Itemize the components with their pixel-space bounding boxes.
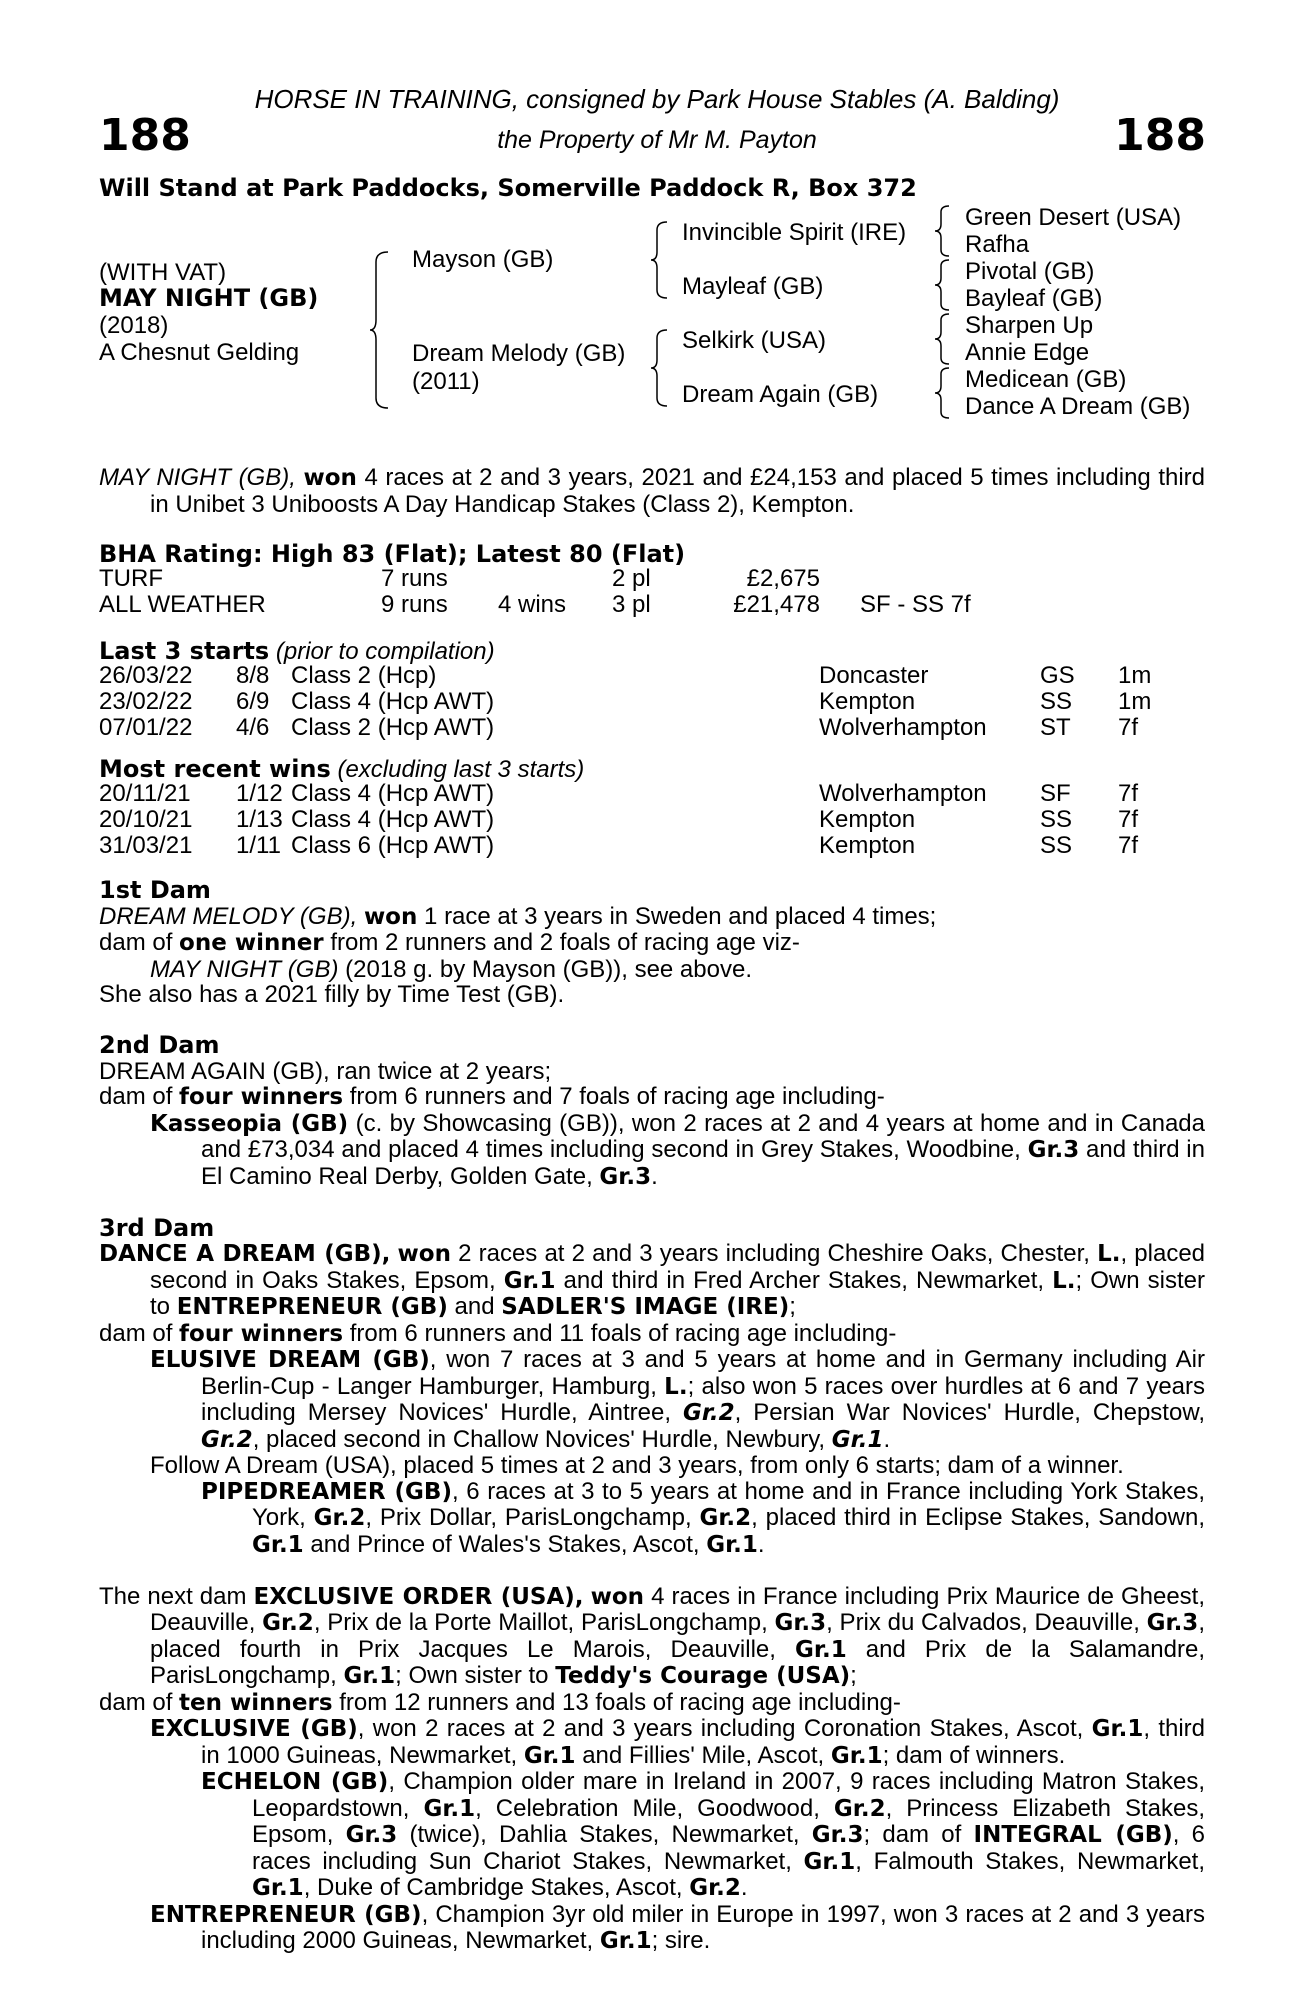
pedigree-g6: Annie Edge (965, 339, 1090, 366)
recent-going: SS (1040, 832, 1073, 859)
recent-pos: 1/13 (236, 806, 283, 833)
pedigree-g5: Sharpen Up (965, 312, 1094, 339)
pedigree-brace-main (370, 250, 390, 410)
exclusive-entry: EXCLUSIVE (GB), won 2 races at 2 and 3 years including Coronation Stakes, Ascot, Gr.1, third in 1000 Guineas, Newmarket, Gr.1 and Fillies' Mile, Ascot, Gr.1; dam of winners. (150, 1715, 1206, 1769)
pedigree-g4: Bayleaf (GB) (965, 285, 1103, 312)
last3-date: 23/02/22 (99, 688, 193, 715)
last3-going: SS (1040, 688, 1073, 715)
dam1-yearling: She also has a 2021 filly by Time Test (GB). (99, 981, 565, 1008)
pedigree-sire-sire: Invincible Spirit (IRE) (682, 219, 907, 246)
recent-date: 20/11/21 (99, 780, 191, 807)
rating-placed: 3 pl (612, 591, 651, 618)
last3-dist: 7f (1118, 714, 1139, 741)
recent-pos: 1/12 (236, 780, 283, 807)
dam3-name: DANCE A DREAM (GB), (99, 1241, 391, 1267)
recent-date: 20/10/21 (99, 806, 193, 833)
last3-course: Wolverhampton (819, 714, 987, 741)
rating-money: £2,675 (746, 565, 820, 592)
pedigree-dam-dam: Dream Again (GB) (682, 381, 879, 408)
dam1-damof: dam of (99, 929, 173, 956)
rating-surface: TURF (99, 565, 163, 592)
recent-race: Class 4 (Hcp AWT) (291, 780, 495, 807)
consignor-line: HORSE IN TRAINING, consigned by Park House Stables (A. Balding) (254, 84, 1060, 114)
follow-a-dream-entry: Follow A Dream (USA), placed 5 times at 2 and 3 years, from only 6 starts; dam of a winner. (150, 1452, 1124, 1479)
stand-location: Will Stand at Park Paddocks, Somerville Paddock R, Box 372 (99, 174, 917, 202)
last3-going: ST (1040, 714, 1071, 741)
last3-date: 07/01/22 (99, 714, 193, 741)
recent-note: (excluding last 3 starts) (337, 756, 585, 783)
last3-dist: 1m (1118, 662, 1152, 689)
dam2-damof: dam of (99, 1083, 173, 1110)
recent-dist: 7f (1118, 832, 1139, 859)
last3-course: Doncaster (819, 662, 929, 689)
rating-runs: 7 runs (381, 565, 448, 592)
kasseopia-name: Kasseopia (GB) (150, 1110, 349, 1137)
pedigree-sire: Mayson (GB) (412, 246, 554, 273)
recent-course: Kempton (819, 806, 916, 833)
recent-dist: 7f (1118, 780, 1139, 807)
last3-pos: 6/9 (236, 688, 270, 715)
last3-race: Class 2 (Hcp) (291, 662, 437, 689)
vat-note: (WITH VAT) (99, 259, 227, 286)
last3-race: Class 4 (Hcp AWT) (291, 688, 495, 715)
rating-placed: 2 pl (612, 565, 651, 592)
dam2-winners: four winners (179, 1084, 344, 1110)
pedigree-brace-g1 (935, 204, 951, 258)
last3-pos: 4/6 (236, 714, 270, 741)
owner-line: the Property of Mr M. Payton (497, 126, 817, 154)
recent-going: SS (1040, 806, 1073, 833)
pedigree-g1: Green Desert (USA) (965, 204, 1182, 231)
pedigree-dam: Dream Melody (GB) (412, 340, 626, 367)
last3-note: (prior to compilation) (275, 638, 495, 665)
pedigree-brace-g4 (935, 366, 951, 420)
horse-name: MAY NIGHT (GB) (99, 284, 319, 312)
pedigree-dam-sire: Selkirk (USA) (682, 327, 827, 354)
pedigree-brace-g2 (935, 258, 951, 312)
recent-date: 31/03/21 (99, 832, 193, 859)
rating-money: £21,478 (733, 591, 820, 618)
horse-year: (2018) (99, 312, 169, 339)
summary-won: won (303, 465, 357, 491)
dam3-heading: 3rd Dam (99, 1213, 215, 1242)
pedigree-g2: Rafha (965, 231, 1030, 258)
elusive-dream-entry: ELUSIVE DREAM (GB), won 7 races at 3 and 5 years at home and in Germany including Air Berlin-Cup - Langer Hamburger, Hamburg, L.; also won 5 races over hurdles at 6 and 7 years including Mersey Novices' Hurdle, Aintree, Gr.2, Persian War Novices' Hurdle, Chepstow, Gr.2, placed second in Challow Novices' Hurdle, Newbury, Gr.1. (150, 1346, 1206, 1453)
next-dam-record: The next dam EXCLUSIVE ORDER (USA), won 4 races in France including Prix Maurice de Gheest, Deauville, Gr.2, Prix de la Porte Maillot, ParisLongchamp, Gr.3, Prix du Calvados, Deauville, Gr.3, placed fourth in Prix Jacques Le Marois, Deauville, Gr.1 and Prix de la Salamandre, ParisLongchamp, Gr.1; Own sister to Teddy's Courage (USA); (99, 1582, 1205, 1689)
echelon-entry: ECHELON (GB), Champion older mare in Ireland in 2007, 9 races including Matron Stakes, Leopardstown, Gr.1, Celebration Mile, Goodwood, Gr.2, Princess Elizabeth Stakes, Epsom, Gr.3 (twice), Dahlia Stakes, Newmarket, Gr.3; dam of INTEGRAL (GB), 6 races including Sun Chariot Stakes, Newmarket, Gr.1, Falmouth Stakes, Newmarket, Gr.1, Duke of Cambridge Stakes, Ascot, Gr.2. (201, 1768, 1206, 1901)
recent-dist: 7f (1118, 806, 1139, 833)
last3-race: Class 2 (Hcp AWT) (291, 714, 495, 741)
rating-runs: 9 runs (381, 591, 448, 618)
recent-race: Class 6 (Hcp AWT) (291, 832, 495, 859)
dam1-won: won (363, 903, 418, 930)
dam1-foals: from 2 runners and 2 foals of racing age viz- (330, 929, 800, 956)
bha-rating-title: BHA Rating: High 83 (Flat); Latest 80 (Flat) (99, 540, 686, 568)
last3-title: Last 3 starts (99, 637, 270, 665)
dam1-heading: 1st Dam (99, 876, 211, 904)
dam1-winners: one winner (179, 930, 324, 956)
pedigree-sire-dam: Mayleaf (GB) (682, 273, 824, 300)
last3-date: 26/03/22 (99, 662, 193, 689)
pedigree-g7: Medicean (GB) (965, 366, 1127, 393)
recent-pos: 1/11 (236, 832, 281, 859)
entrepreneur-entry: ENTREPRENEUR (GB), Champion 3yr old miler in Europe in 1997, won 3 races at 2 and 3 years including 2000 Guineas, Newmarket, Gr.1; sire. (150, 1900, 1205, 1954)
rating-wins: 4 wins (498, 591, 567, 618)
dam3-record: DANCE A DREAM (GB), won 2 races at 2 and 3 years including Cheshire Oaks, Chester, L., placed second in Oaks Stakes, Epsom, Gr.1 and third in Fred Archer Stakes, Newmarket, L.; Own sister to ENTREPRENEUR (GB) and SADLER'S IMAGE (IRE); (99, 1240, 1206, 1320)
recent-going: SF (1040, 780, 1071, 807)
dam1-name: DREAM MELODY (GB), (99, 902, 358, 930)
dam2-produce: Kasseopia (GB) (c. by Showcasing (GB)), won 2 races at 2 and 4 years at home and in Canada and £73,034 and placed 4 times including second in Grey Stakes, Woodbine, Gr.3 and third in El Camino Real Derby, Golden Gate, Gr.3. (150, 1109, 1206, 1190)
pedigree-g8: Dance A Dream (GB) (965, 393, 1191, 420)
pipedreamer-entry: PIPEDREAMER (GB), 6 races at 3 to 5 years at home and in France including York Stakes, York, Gr.2, Prix Dollar, ParisLongchamp, Gr.2, placed third in Eclipse Stakes, Sandown, Gr.1 and Prince of Wales's Stakes, Ascot, Gr.1. (201, 1477, 1206, 1558)
last3-pos: 8/8 (236, 662, 270, 689)
lot-number-right: 188 (1114, 110, 1206, 161)
recent-race: Class 4 (Hcp AWT) (291, 806, 495, 833)
pedigree-brace-sire (651, 220, 669, 300)
rating-extra: SF - SS 7f (860, 591, 971, 618)
pedigree-g3: Pivotal (GB) (965, 258, 1095, 285)
rating-surface: ALL WEATHER (99, 591, 266, 618)
dam2-heading: 2nd Dam (99, 1031, 220, 1059)
dam1-record: 1 race at 3 years in Sweden and placed 4 times; (424, 902, 937, 930)
race-summary (99, 465, 1205, 517)
dam-sections: 1st Dam DREAM MELODY (GB), won 1 race at 3 years in Sweden and placed 4 times; dam of one winner from 2 runners and 2 foals of racing age viz- MAY NIGHT (GB) (2018 g. by Mayson (GB)), see above. She also has a 2021 filly by Time Test (GB). 2nd Dam DREAM AGAIN (GB), ran twice at 2 years; dam of four winners from 6 runners and 7 foals of racing age including- Kasseopia (GB) (c. by Showcasing (GB)), won 2 races at 2 and 4 years at home and in Canada and £73,034 and placed 4 times including second in Grey Stakes, Woodbine, Gr.3 and third in El Camino Real Derby, Golden Gate, Gr.3. 3rd Dam DANCE A DREAM (GB), won 2 races at 2 and 3 years including Cheshire Oaks, Chester, L., placed second in Oaks Stakes, Epsom, Gr.1 and third in Fred Archer Stakes, Newmarket, L.; Own sister to ENTREPRENEUR (GB) and SADLER'S IMAGE (IRE); dam of four winners from 6 runners and 11 foals of racing age including- ELUSIVE DREAM (GB), won 7 races at 3 and 5 years at home and in Germany including Air Berlin-Cup - Langer Hamburger, Hamburg, L.; also won 5 races over hurdles at 6 and 7 years including Mersey Novices' Hurdle, Aintree, Gr.2, Persian War Novices' Hurdle, Chepstow, Gr.2, placed second in Challow Novices' Hurdle, Newbury, Gr.1. Follow A Dream (USA), placed 5 times at 2 and 3 years, from only 6 starts; dam of a winner. PIPEDREAMER (GB), 6 races at 3 to 5 years at home and in France including York Stakes, York, Gr.2, Prix Dollar, ParisLongchamp, Gr.2, placed third in Eclipse Stakes, Sandown, Gr.1 and Prince of Wales's Stakes, Ascot, Gr.1. The next dam EXCLUSIVE ORDER (USA), won 4 races in France including Prix Maurice de Gheest, Deauville, Gr.2, Prix de la Porte Maillot, ParisLongchamp, Gr.3, Prix du Calvados, Deauville, Gr.3, placed fourth in Prix Jacques Le Marois, Deauville, Gr.1 and Prix de la Salamandre, ParisLongchamp, Gr.1; Own sister to Teddy's Courage (USA); dam of ten winners from 12 runners and 13 foals of racing age including- EXCLUSIVE (GB), won 2 races at 2 and 3 years including Coronation Stakes, Ascot, Gr.1, third in 1000 Guineas, Newmarket, Gr.1 and Fillies' Mile, Ascot, Gr.1; dam of winners. ECHELON (GB), Champion older mare in Ireland in 2007, 9 races including Matron Stakes, Leopardstown, Gr.1, Celebration Mile, Goodwood, Gr.2, Princess Elizabeth Stakes, Epsom, Gr.3 (twice), Dahlia Stakes, Newmarket, Gr.3; dam of INTEGRAL (GB), 6 races including Sun Chariot Stakes, Newmarket, Gr.1, Falmouth Stakes, Newmarket, Gr.1, Duke of Cambridge Stakes, Ascot, Gr.2. ENTREPRENEUR (GB), Champion 3yr old miler in Europe in 1997, won 3 races at 2 and 3 years including 2000 Guineas, Newmarket, Gr.1; sire. (99, 876, 1206, 1954)
recent-title: Most recent wins (99, 755, 331, 783)
dam1-produce-text: (2018 g. by Mayson (GB)), see above. (345, 955, 752, 983)
pedigree-brace-g3 (935, 312, 951, 366)
summary-text: 4 races at 2 and 3 years, 2021 and £24,153 and placed 5 times including third in Unibet 3 Uniboosts A Day Handicap Stakes (Class 2), Kempton. (150, 464, 1206, 518)
dam2-record: DREAM AGAIN (GB), ran twice at 2 years; (99, 1057, 552, 1085)
last3-going: GS (1040, 662, 1075, 689)
dam1-produce-name: MAY NIGHT (GB) (150, 955, 339, 983)
summary-horse-name: MAY NIGHT (GB), (99, 464, 296, 491)
recent-course: Wolverhampton (819, 780, 987, 807)
dam2-foals: from 6 runners and 7 foals of racing age including- (349, 1083, 885, 1110)
lot-number-left: 188 (99, 110, 191, 161)
pedigree-dam-year: (2011) (412, 368, 480, 395)
horse-description: A Chesnut Gelding (99, 339, 300, 366)
pedigree-brace-dam (651, 328, 669, 408)
last3-course: Kempton (819, 688, 916, 715)
last3-dist: 1m (1118, 688, 1152, 715)
recent-course: Kempton (819, 832, 916, 859)
